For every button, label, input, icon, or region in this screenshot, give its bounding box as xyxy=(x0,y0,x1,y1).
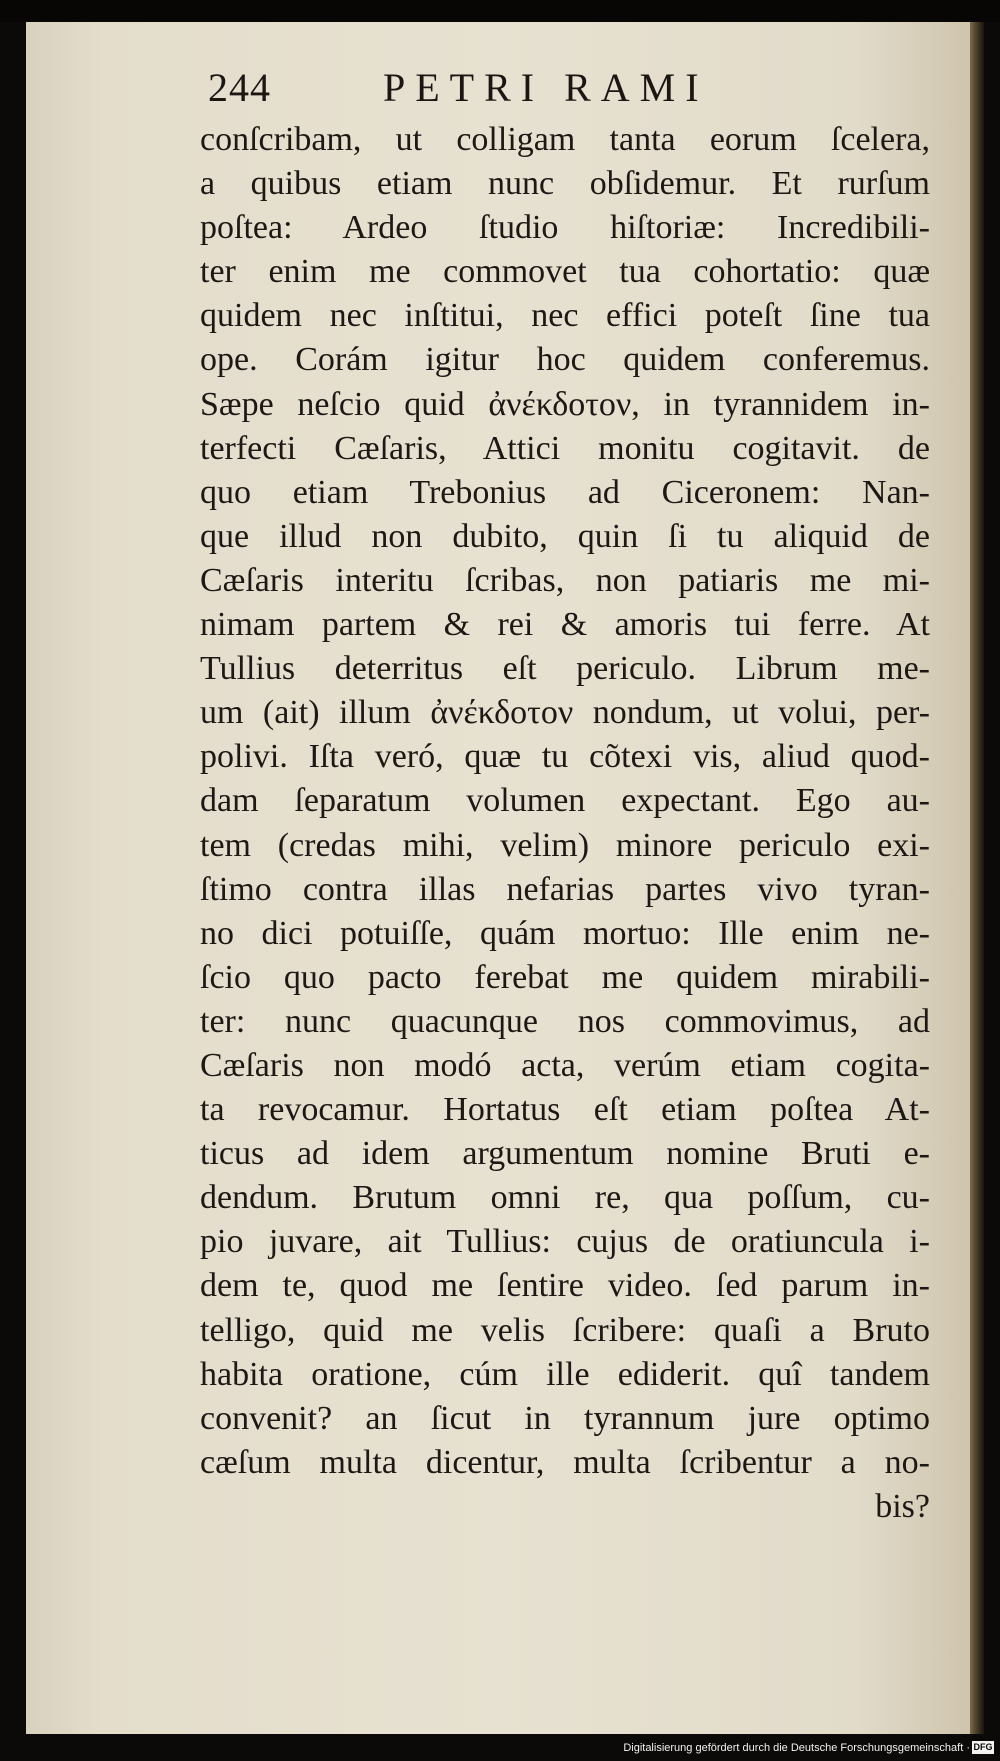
body-text xyxy=(200,118,930,1529)
funding-credit: Digitalisierung gefördert durch die Deutsche Forschungsgemeinschaft · xyxy=(623,1742,970,1754)
text-line: tem (credas mihi, velim) minore periculo exi- xyxy=(200,826,930,864)
text-line: polivi. Iſta veró, quæ tu cõtexi vis, aliud quod- xyxy=(200,738,930,776)
text-line-last: bis? xyxy=(875,1487,930,1525)
text-line: um (ait) illum ἀνέκδοτον nondum, ut volui, per- xyxy=(200,694,930,732)
text-line: poſtea: Ardeo ſtudio hiſtoriæ: Incredibili- xyxy=(200,209,930,247)
text-line: ta revocamur. Hortatus eſt etiam poſtea At- xyxy=(200,1091,930,1129)
running-title: PETRI RAMI xyxy=(383,65,709,110)
text-line: no dici potuiſſe, quám mortuo: Ille enim ne- xyxy=(200,914,930,952)
text-line: ſtimo contra illas nefarias partes vivo tyran- xyxy=(200,870,930,908)
digitization-footer xyxy=(0,1735,1000,1761)
text-line: Tullius deterritus eſt periculo. Librum me- xyxy=(200,650,930,688)
text-line: quidem nec inſtitui, nec effici poteſt ſine tua xyxy=(200,297,930,335)
text-line: dendum. Brutum omni re, qua poſſum, cu- xyxy=(200,1179,930,1217)
text-line: ope. Corám igitur hoc quidem conferemus. xyxy=(200,341,930,379)
text-line: ticus ad idem argumentum nomine Bruti e- xyxy=(200,1135,930,1173)
text-line: a quibus etiam nunc obſidemur. Et rurſum xyxy=(200,165,930,203)
page-number: 244 xyxy=(208,65,271,110)
text-line: Cæſaris interitu ſcribas, non patiaris me mi- xyxy=(200,561,930,599)
text-line: nimam partem & rei & amoris tui ferre. At xyxy=(200,606,930,644)
text-line: convenit? an ſicut in tyrannum jure optimo xyxy=(200,1399,930,1437)
scan-top-border xyxy=(0,0,1000,22)
text-line: ter enim me commovet tua cohortatio: quæ xyxy=(200,253,930,291)
text-line: terfecti Cæſaris, Attici monitu cogitavit. de xyxy=(200,429,930,467)
dfg-logo-icon: DFG xyxy=(973,1742,993,1752)
text-line: ſcio quo pacto ferebat me quidem mirabili- xyxy=(200,958,930,996)
text-line: Sæpe neſcio quid ἀνέκδοτον, in tyrannidem in- xyxy=(200,385,930,423)
page-header xyxy=(208,64,908,124)
text-line: cæſum multa dicentur, multa ſcribentur a no- xyxy=(200,1443,930,1481)
text-line: dem te, quod me ſentire video. ſed parum in- xyxy=(200,1267,930,1305)
text-line: conſcribam, ut colligam tanta eorum ſcelera, xyxy=(200,121,930,158)
text-line: que illud non dubito, quin ſi tu aliquid de xyxy=(200,517,930,555)
text-line: pio juvare, ait Tullius: cujus de oratiuncula i- xyxy=(200,1223,930,1261)
text-line: habita oratione, cúm ille ediderit. quî tandem xyxy=(200,1355,930,1393)
text-line: ter: nunc quacunque nos commovimus, ad xyxy=(200,1002,930,1040)
text-line: dam ſeparatum volumen expectant. Ego au- xyxy=(200,782,930,820)
text-line: quo etiam Trebonius ad Ciceronem: Nan- xyxy=(200,473,930,511)
text-line: Cæſaris non modó acta, verúm etiam cogita- xyxy=(200,1046,930,1084)
text-line: telligo, quid me velis ſcribere: quaſi a Bruto xyxy=(200,1311,930,1349)
